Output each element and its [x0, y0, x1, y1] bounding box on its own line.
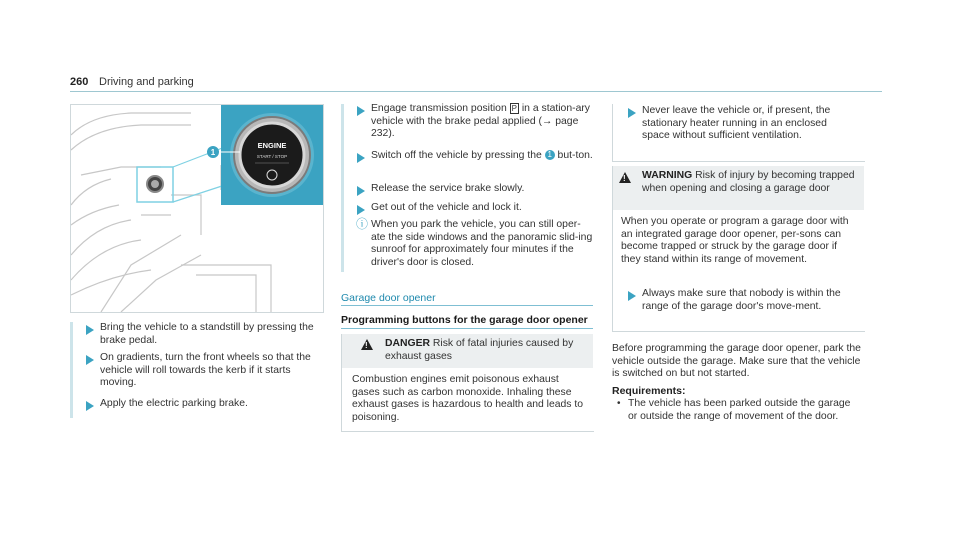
step-text: Always make sure that nobody is within the range of the garage door's move-ment. — [642, 288, 841, 312]
dashboard-illustration — [71, 105, 323, 312]
step-text-part: Switch off the vehicle by pressing the — [371, 150, 545, 161]
subheading-rule — [341, 328, 593, 329]
callout-1: 1 — [210, 148, 216, 157]
step-arrow-icon — [357, 186, 365, 196]
button-label-start-stop: START / STOP — [256, 154, 288, 159]
warning-title — [642, 170, 860, 195]
heading-rule — [341, 305, 593, 306]
step-arrow-icon — [357, 106, 365, 116]
warning-exclamation: ! — [623, 174, 626, 183]
gear-p-key: P — [511, 104, 517, 113]
step-text: Release the service brake slowly. — [371, 183, 525, 194]
steps-bar-col1 — [70, 322, 73, 418]
warning-title-text: Risk of injury by becoming trapped when opening and closing a garage door — [642, 170, 855, 194]
step-arrow-icon — [628, 291, 636, 301]
danger-label: DANGER — [385, 338, 431, 349]
page-number: 260 — [70, 76, 89, 88]
step-text: Get out of the vehicle and lock it. — [371, 202, 522, 213]
danger-body: Combustion engines emit poisonous exhaust gases such as carbon monoxide. Inhaling these exhaust gases is hazardous to health and leads to poisoning. — [352, 374, 584, 423]
step-arrow-icon — [628, 108, 636, 118]
step-text — [371, 150, 595, 163]
note-text: When you park the vehicle, you can still oper-ate the side windows and the panoramic slid-ing sunroof for approximately four minutes if the driver's door is closed. — [371, 219, 593, 268]
step-text: Apply the electric parking brake. — [100, 398, 248, 409]
danger-title-text: Risk of fatal injuries caused by exhaust gases — [385, 338, 574, 362]
step-text-part: Engage transmission position — [371, 103, 510, 114]
step-arrow-icon — [357, 153, 365, 163]
info-icon: ⓘ — [356, 217, 369, 231]
steps-bar-col2 — [341, 104, 344, 272]
engine-start-stop-figure — [70, 104, 324, 313]
header-rule — [70, 91, 882, 92]
button-label-engine: ENGINE — [257, 141, 287, 150]
danger-title — [385, 338, 590, 363]
garage-door-opener-heading[interactable]: Garage door opener — [341, 292, 436, 304]
step-text-part: in a station-ary vehicle with the brake pedal applied (→ page 232). — [371, 103, 591, 140]
requirement-item: The vehicle has been parked outside the garage or outside the range of movement of the door. — [628, 398, 851, 422]
warning-body: When you operate or program a garage door with an integrated garage door opener, per-sons can become trapped or struck by the garage door if they stand within its range of movement. — [621, 216, 849, 265]
step-text — [371, 103, 595, 141]
warning-exclamation: ! — [365, 341, 368, 350]
step-text: On gradients, turn the front wheels so that the vehicle will roll towards the kerb if it starts moving. — [100, 352, 311, 389]
requirements-heading: Requirements: — [612, 385, 686, 397]
step-arrow-icon — [86, 401, 94, 411]
step-text: Bring the vehicle to a standstill by pressing the brake pedal. — [100, 322, 314, 346]
step-arrow-icon — [357, 205, 365, 215]
step-text-part: but-ton. — [554, 150, 593, 161]
section-title: Driving and parking — [99, 76, 194, 88]
programming-buttons-heading: Programming buttons for the garage door opener — [341, 314, 588, 326]
callout-1-icon: 1 — [545, 150, 555, 160]
step-arrow-icon — [86, 355, 94, 365]
warning-label: WARNING — [642, 170, 693, 181]
bullet-icon: • — [617, 398, 621, 409]
intro-paragraph: Before programming the garage door opener, park the vehicle outside the garage. Make sure that the vehicle is switched on but not started. — [612, 343, 861, 380]
step-arrow-icon — [86, 325, 94, 335]
step-text: Never leave the vehicle or, if present, the stationary heater running in an enclosed space without sufficient ventilation. — [642, 105, 831, 142]
